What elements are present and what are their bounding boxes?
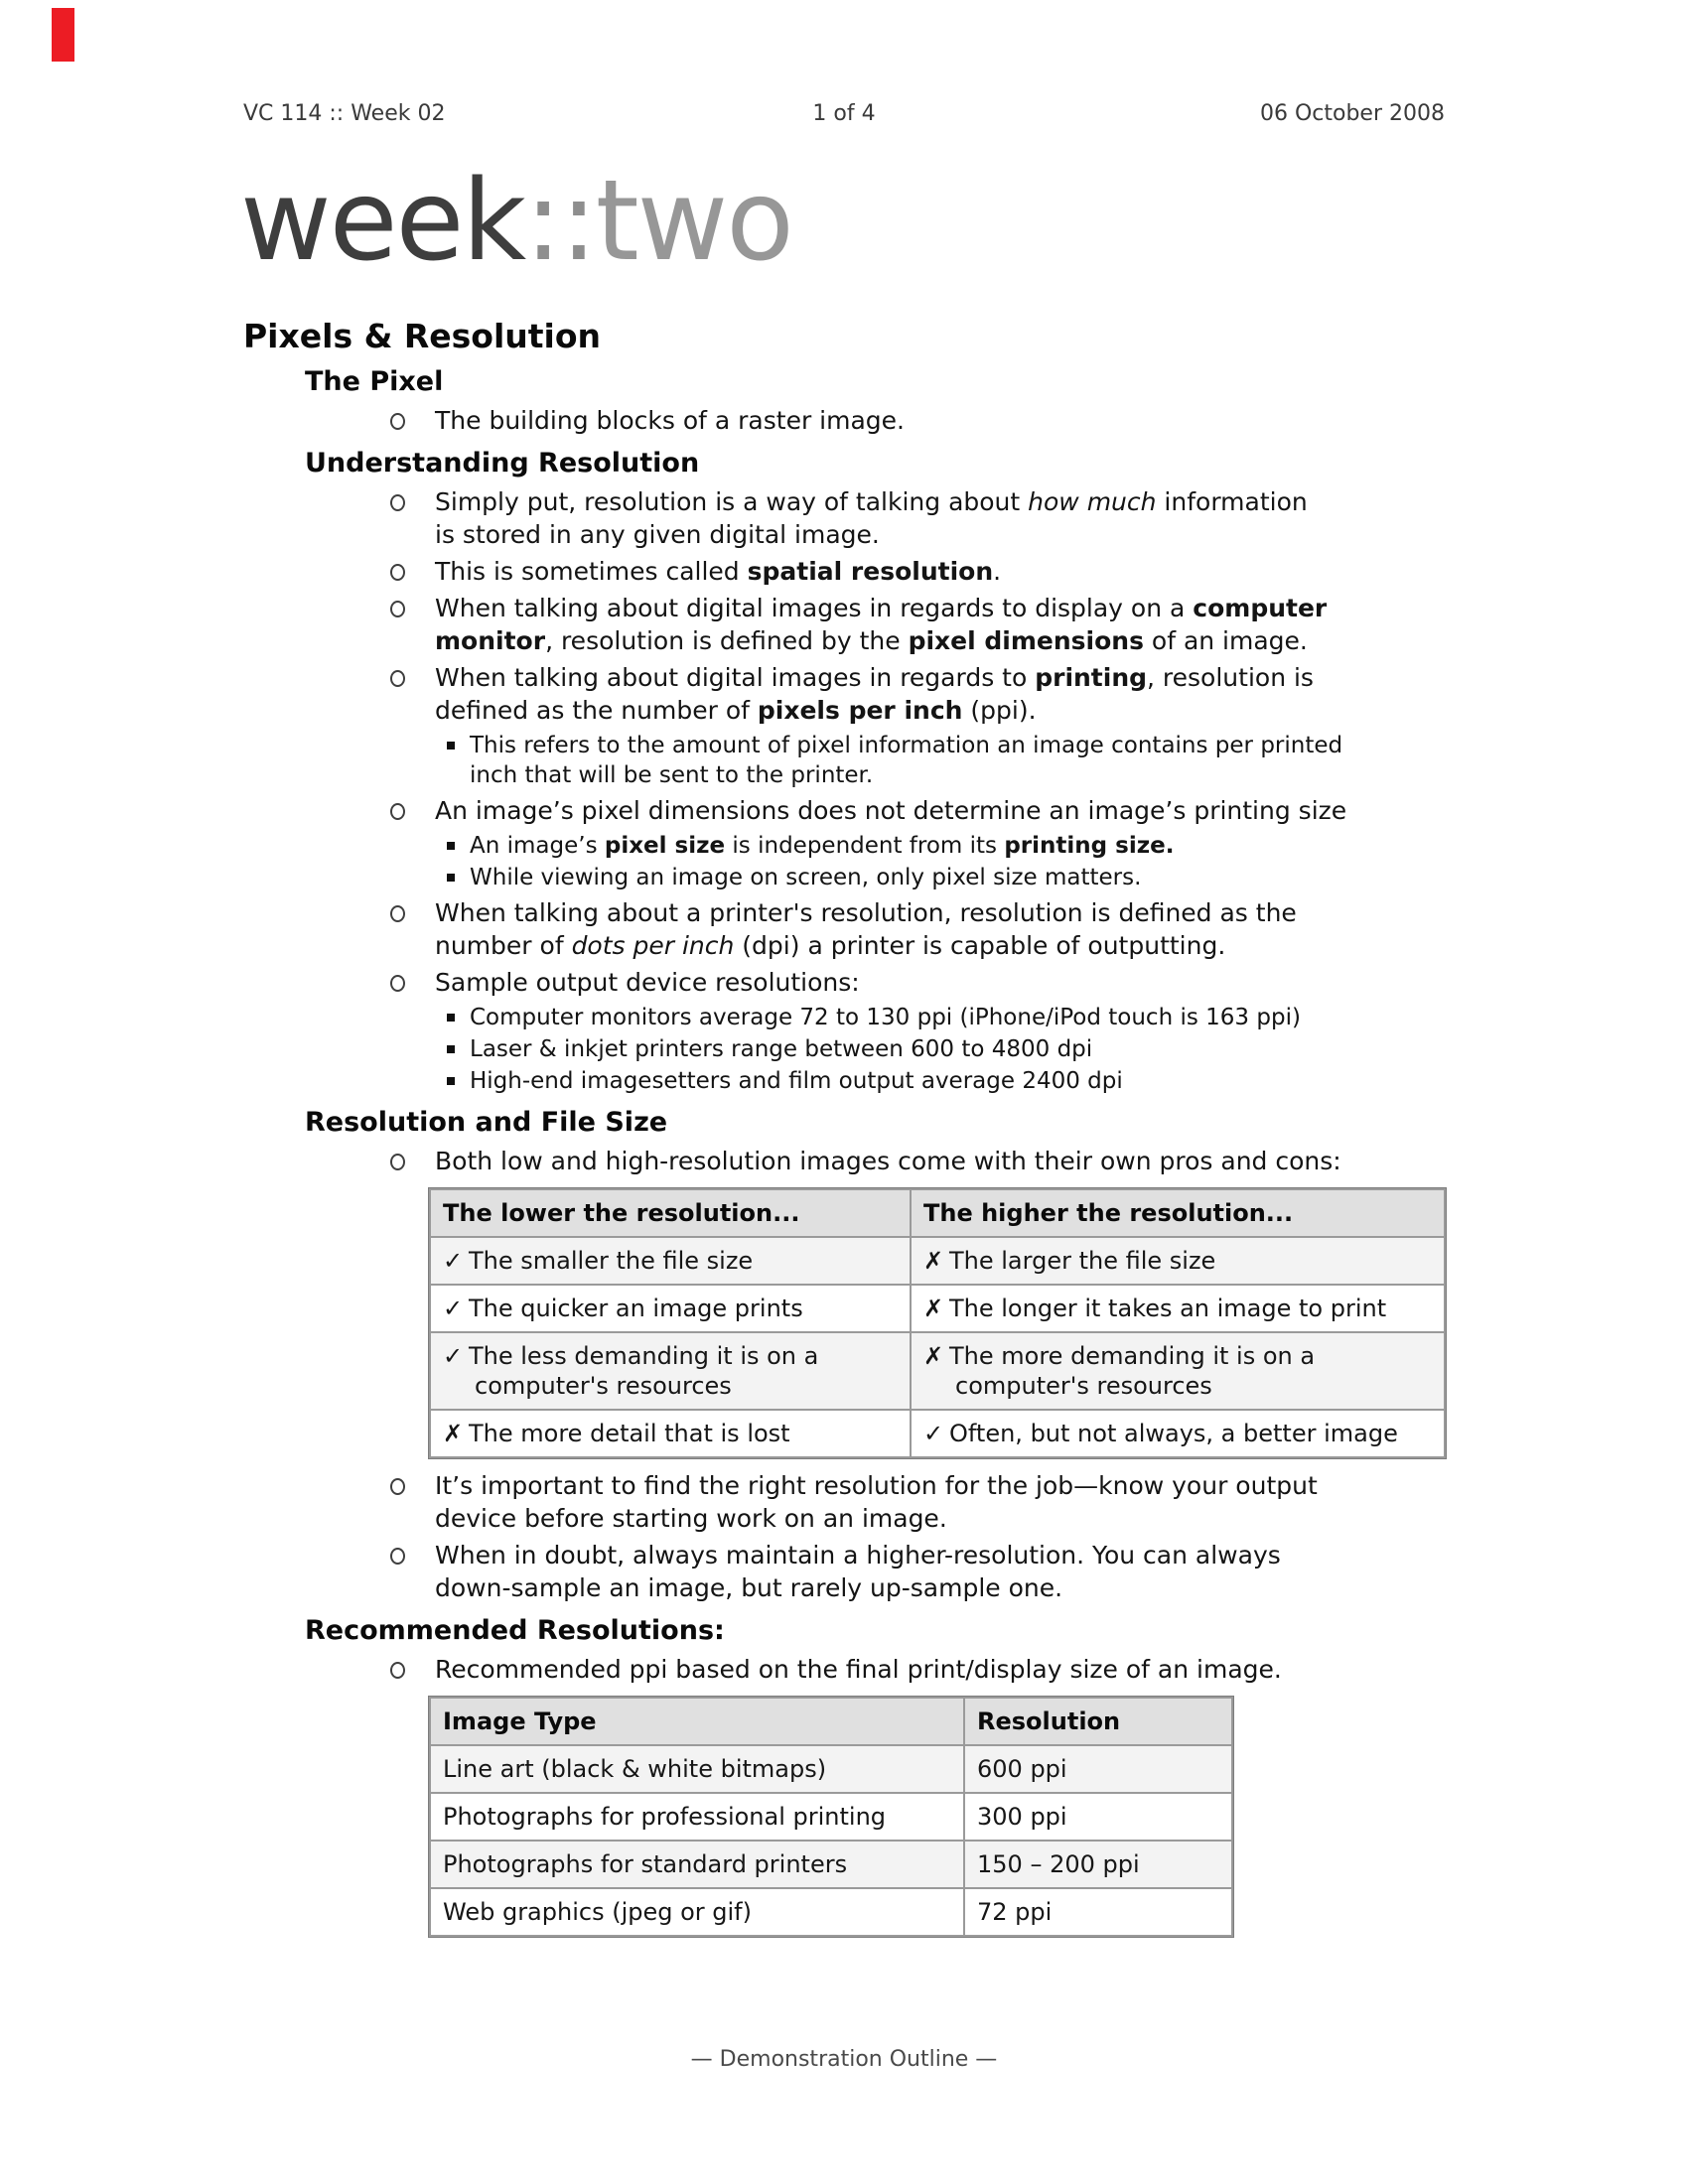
- cell-text: [469, 1294, 803, 1323]
- cell-content: [443, 1754, 951, 1784]
- square-bullet-icon: [447, 842, 455, 850]
- circle-bullet-icon: [390, 494, 405, 511]
- cell-content: [443, 1341, 898, 1401]
- bold-text-segment: pixels per inch: [757, 696, 963, 725]
- cross-icon: ✗: [923, 1247, 944, 1275]
- text-line: The more detail that is lost: [469, 1420, 790, 1447]
- text-segment: An image’s pixel dimensions does not determine an image’s printing size: [435, 796, 1347, 825]
- sub-bullet-item: [447, 1066, 1465, 1096]
- red-highlight-marker: [52, 8, 74, 62]
- page-header: [243, 101, 1445, 131]
- logo-word-week: week: [240, 157, 525, 286]
- text-line: [470, 1003, 1301, 1032]
- outline-section: [243, 1614, 1465, 1938]
- circle-bullet-icon: [390, 1662, 405, 1679]
- section-heading: Recommended Resolutions:: [305, 1615, 725, 1646]
- table-cell: [431, 1238, 910, 1284]
- table-cell: [431, 1411, 910, 1456]
- cell-content: [923, 1419, 1432, 1448]
- text-line: computer's resources: [955, 1372, 1212, 1400]
- text-block: [435, 896, 1297, 962]
- text-segment: .: [993, 557, 1002, 586]
- bold-text-segment: printing: [1035, 663, 1148, 692]
- cell-content: [443, 1246, 898, 1276]
- table-cell: [431, 1889, 963, 1935]
- text-segment: is stored in any given digital image.: [435, 520, 880, 549]
- text-block: [470, 863, 1141, 892]
- bullet-item: [390, 896, 1465, 962]
- text-segment: This refers to the amount of pixel information an image contains per printed: [470, 733, 1343, 758]
- text-segment: Computer monitors average 72 to 130 ppi (iPhone/iPod touch is 163 ppi): [470, 1005, 1301, 1030]
- cell-text: [443, 1849, 847, 1879]
- bullet-item: [390, 661, 1465, 727]
- text-line: [435, 966, 860, 999]
- text-block: [435, 592, 1327, 657]
- circle-bullet-icon: [390, 413, 405, 430]
- text-line: The longer it takes an image to print: [949, 1295, 1387, 1322]
- text-segment: When talking about a printer's resolution, resolution is defined as the: [435, 898, 1297, 927]
- table-cell: [431, 1794, 963, 1840]
- table-cell: [912, 1286, 1444, 1331]
- table-header-cell: Image Type: [431, 1699, 963, 1744]
- cell-content: [977, 1802, 1219, 1832]
- text-block: [435, 404, 905, 437]
- text-block: [470, 831, 1174, 861]
- text-segment: (dpi) a printer is capable of outputting.: [734, 931, 1226, 960]
- cell-text: [949, 1246, 1215, 1276]
- sub-bullet-item: [447, 1034, 1465, 1064]
- check-icon: ✓: [443, 1295, 464, 1322]
- table-row: [431, 1411, 1444, 1456]
- text-line: 150 – 200 ppi: [977, 1850, 1140, 1878]
- check-icon: ✓: [443, 1342, 464, 1370]
- text-line: 600 ppi: [977, 1755, 1067, 1783]
- cell-text: [443, 1897, 752, 1927]
- text-line: computer's resources: [475, 1372, 732, 1400]
- text-line: The smaller the file size: [469, 1247, 754, 1275]
- text-line: [435, 1469, 1318, 1502]
- text-block: [435, 966, 860, 999]
- text-line: [435, 929, 1297, 962]
- cross-icon: ✗: [923, 1342, 944, 1370]
- section-heading: Understanding Resolution: [305, 448, 700, 478]
- circle-bullet-icon: [390, 1478, 405, 1495]
- text-line: [470, 1034, 1092, 1064]
- circle-bullet-icon: [390, 670, 405, 687]
- text-line: [470, 731, 1342, 760]
- bullet-item: [390, 1653, 1465, 1686]
- document-content: [243, 318, 1465, 1948]
- text-line: 72 ppi: [977, 1898, 1053, 1926]
- bold-text-segment: printing size.: [1004, 833, 1175, 859]
- cell-text: [469, 1246, 753, 1276]
- page-title: Pixels & Resolution: [243, 317, 602, 355]
- text-block: [470, 731, 1342, 790]
- table-cell: [965, 1889, 1231, 1935]
- bullet-item: [390, 404, 1465, 437]
- cell-content: [443, 1294, 898, 1323]
- text-line: The less demanding it is on a: [469, 1342, 819, 1370]
- bold-text-segment: computer: [1193, 594, 1328, 622]
- circle-bullet-icon: [390, 564, 405, 581]
- text-line: Photographs for professional printing: [443, 1803, 887, 1831]
- text-segment: number of: [435, 931, 572, 960]
- square-bullet-icon: [447, 1045, 455, 1053]
- cell-text: [977, 1897, 1052, 1927]
- italic-text-segment: how much: [1028, 487, 1157, 516]
- text-segment: (ppi).: [962, 696, 1037, 725]
- text-line: [435, 1571, 1281, 1604]
- cell-text: [469, 1341, 818, 1401]
- table-header-cell: The higher the resolution...: [912, 1190, 1444, 1236]
- text-line: 300 ppi: [977, 1803, 1067, 1831]
- text-block: [435, 555, 1001, 588]
- text-segment: Sample output device resolutions:: [435, 968, 860, 997]
- cell-content: [977, 1754, 1219, 1784]
- outline-section: [243, 1106, 1465, 1604]
- cross-icon: ✗: [443, 1420, 464, 1447]
- cross-icon: ✗: [923, 1295, 944, 1322]
- text-segment: , resolution is: [1147, 663, 1314, 692]
- cell-text: [977, 1754, 1067, 1784]
- text-segment: , resolution is defined by the: [545, 626, 909, 655]
- text-block: [435, 661, 1314, 727]
- header-date: 06 October 2008: [1259, 101, 1445, 126]
- table-cell: [431, 1333, 910, 1409]
- text-segment: An image’s: [470, 833, 605, 859]
- bullet-item: [390, 1145, 1465, 1177]
- bullet-item: [390, 485, 1465, 551]
- table-cell: [431, 1286, 910, 1331]
- cell-text: [469, 1419, 790, 1448]
- text-segment: down-sample an image, but rarely up-sample one.: [435, 1573, 1063, 1602]
- text-line: [470, 760, 1342, 790]
- text-line: [435, 404, 905, 437]
- table-cell: [431, 1842, 963, 1887]
- text-block: [470, 1003, 1301, 1032]
- cell-text: [443, 1754, 826, 1784]
- section-heading: Resolution and File Size: [305, 1107, 668, 1138]
- text-block: [470, 1066, 1123, 1096]
- header-page-number: 1 of 4: [812, 101, 876, 126]
- table-cell: [912, 1238, 1444, 1284]
- bullet-item: [390, 592, 1465, 657]
- bullet-item: [390, 794, 1465, 827]
- text-line: [435, 624, 1327, 657]
- cell-text: [977, 1802, 1067, 1832]
- text-line: Line art (black & white bitmaps): [443, 1755, 827, 1783]
- bullet-item: [390, 1469, 1465, 1535]
- table-header-row: [431, 1190, 1444, 1236]
- cell-text: [949, 1341, 1315, 1401]
- text-segment: This is sometimes called: [435, 557, 748, 586]
- cell-content: [443, 1802, 951, 1832]
- text-line: [435, 694, 1314, 727]
- text-line: [435, 661, 1314, 694]
- text-segment: device before starting work on an image.: [435, 1504, 947, 1533]
- text-segment: defined as the number of: [435, 696, 758, 725]
- text-segment: When in doubt, always maintain a higher-resolution. You can always: [435, 1541, 1281, 1570]
- bold-text-segment: pixel size: [604, 833, 726, 859]
- outline-sections-container: [243, 365, 1465, 1938]
- table-cell: [431, 1746, 963, 1792]
- circle-bullet-icon: [390, 1548, 405, 1565]
- table-cell: [965, 1746, 1231, 1792]
- cell-content: [977, 1849, 1219, 1879]
- text-segment: is independent from its: [725, 833, 1005, 859]
- text-line: [435, 1145, 1341, 1177]
- text-line: The more demanding it is on a: [949, 1342, 1316, 1370]
- text-line: Web graphics (jpeg or gif): [443, 1898, 752, 1926]
- text-line: Often, but not always, a better image: [949, 1420, 1398, 1447]
- square-bullet-icon: [447, 874, 455, 882]
- logo-separator-colons: ::: [524, 157, 596, 286]
- text-line: [435, 896, 1297, 929]
- check-icon: ✓: [923, 1420, 944, 1447]
- table-cell: [965, 1842, 1231, 1887]
- cell-content: [443, 1897, 951, 1927]
- pros-cons-table: [428, 1187, 1447, 1459]
- text-segment: The building blocks of a raster image.: [435, 406, 905, 435]
- text-block: [435, 794, 1346, 827]
- text-line: [470, 831, 1174, 861]
- cell-content: [923, 1246, 1432, 1276]
- circle-bullet-icon: [390, 975, 405, 992]
- sub-bullet-item: [447, 1003, 1465, 1032]
- text-line: [435, 592, 1327, 624]
- logo-word-two: two: [595, 157, 792, 286]
- italic-text-segment: dots per inch: [571, 931, 735, 960]
- text-segment: inch that will be sent to the printer.: [470, 762, 874, 788]
- week-two-logo: [240, 157, 792, 286]
- cell-content: [923, 1341, 1432, 1401]
- cell-content: [443, 1849, 951, 1879]
- bold-text-segment: spatial resolution: [747, 557, 994, 586]
- text-block: [435, 1145, 1341, 1177]
- text-block: [435, 1653, 1282, 1686]
- table-header-cell: The lower the resolution...: [431, 1190, 910, 1236]
- cell-text: [949, 1419, 1398, 1448]
- text-line: Photographs for standard printers: [443, 1850, 848, 1878]
- text-line: [435, 1539, 1281, 1571]
- text-line: The quicker an image prints: [469, 1295, 803, 1322]
- text-segment: Both low and high-resolution images come with their own pros and cons:: [435, 1147, 1341, 1175]
- table-cell: [912, 1333, 1444, 1409]
- table-row: [431, 1333, 1444, 1409]
- circle-bullet-icon: [390, 803, 405, 820]
- text-segment: High-end imagesetters and film output average 2400 dpi: [470, 1068, 1123, 1094]
- text-segment: When talking about digital images in regards to display on a: [435, 594, 1194, 622]
- circle-bullet-icon: [390, 905, 405, 922]
- square-bullet-icon: [447, 742, 455, 750]
- cell-content: [443, 1419, 898, 1448]
- text-line: [435, 1502, 1318, 1535]
- text-segment: information: [1156, 487, 1308, 516]
- outline-section: [243, 447, 1465, 1096]
- table-header-cell: Resolution: [965, 1699, 1231, 1744]
- page-footer: — Demonstration Outline —: [690, 2047, 998, 2072]
- table-row: [431, 1238, 1444, 1284]
- text-segment: of an image.: [1143, 626, 1308, 655]
- table-cell: [965, 1794, 1231, 1840]
- text-segment: While viewing an image on screen, only pixel size matters.: [470, 865, 1142, 890]
- text-segment: Recommended ppi based on the final print/display size of an image.: [435, 1655, 1282, 1684]
- header-course-code: VC 114 :: Week 02: [243, 101, 446, 126]
- bullet-item: [390, 1539, 1465, 1604]
- bold-text-segment: pixel dimensions: [908, 626, 1144, 655]
- sub-bullet-item: [447, 731, 1465, 790]
- text-block: [435, 485, 1308, 551]
- table-row: [431, 1842, 1231, 1887]
- text-block: [470, 1034, 1092, 1064]
- cell-content: [923, 1294, 1432, 1323]
- circle-bullet-icon: [390, 601, 405, 617]
- bullet-item: [390, 966, 1465, 999]
- text-segment: It’s important to find the right resolution for the job—know your output: [435, 1471, 1318, 1500]
- cell-text: [443, 1802, 886, 1832]
- square-bullet-icon: [447, 1014, 455, 1022]
- table-header-row: [431, 1699, 1231, 1744]
- outline-section: [243, 365, 1465, 437]
- table-row: [431, 1286, 1444, 1331]
- text-line: [435, 1653, 1282, 1686]
- bold-text-segment: monitor: [435, 626, 546, 655]
- text-line: [435, 518, 1308, 551]
- cell-text: [977, 1849, 1140, 1879]
- table-row: [431, 1889, 1231, 1935]
- text-segment: Laser & inkjet printers range between 600 to 4800 dpi: [470, 1036, 1093, 1062]
- text-block: [435, 1539, 1281, 1604]
- circle-bullet-icon: [390, 1154, 405, 1170]
- text-line: [435, 485, 1308, 518]
- text-line: [435, 794, 1346, 827]
- text-line: [435, 555, 1001, 588]
- cell-text: [949, 1294, 1386, 1323]
- text-line: [470, 1066, 1123, 1096]
- check-icon: ✓: [443, 1247, 464, 1275]
- section-heading: The Pixel: [305, 366, 444, 397]
- square-bullet-icon: [447, 1077, 455, 1085]
- cell-content: [977, 1897, 1219, 1927]
- recommended-resolutions-table: [428, 1696, 1234, 1938]
- text-segment: Simply put, resolution is a way of talking about: [435, 487, 1029, 516]
- sub-bullet-item: [447, 863, 1465, 892]
- bullet-item: [390, 555, 1465, 588]
- text-segment: When talking about digital images in regards to: [435, 663, 1036, 692]
- sub-bullet-item: [447, 831, 1465, 861]
- text-line: [470, 863, 1141, 892]
- text-block: [435, 1469, 1318, 1535]
- text-line: The larger the file size: [949, 1247, 1216, 1275]
- table-row: [431, 1746, 1231, 1792]
- table-cell: [912, 1411, 1444, 1456]
- table-row: [431, 1794, 1231, 1840]
